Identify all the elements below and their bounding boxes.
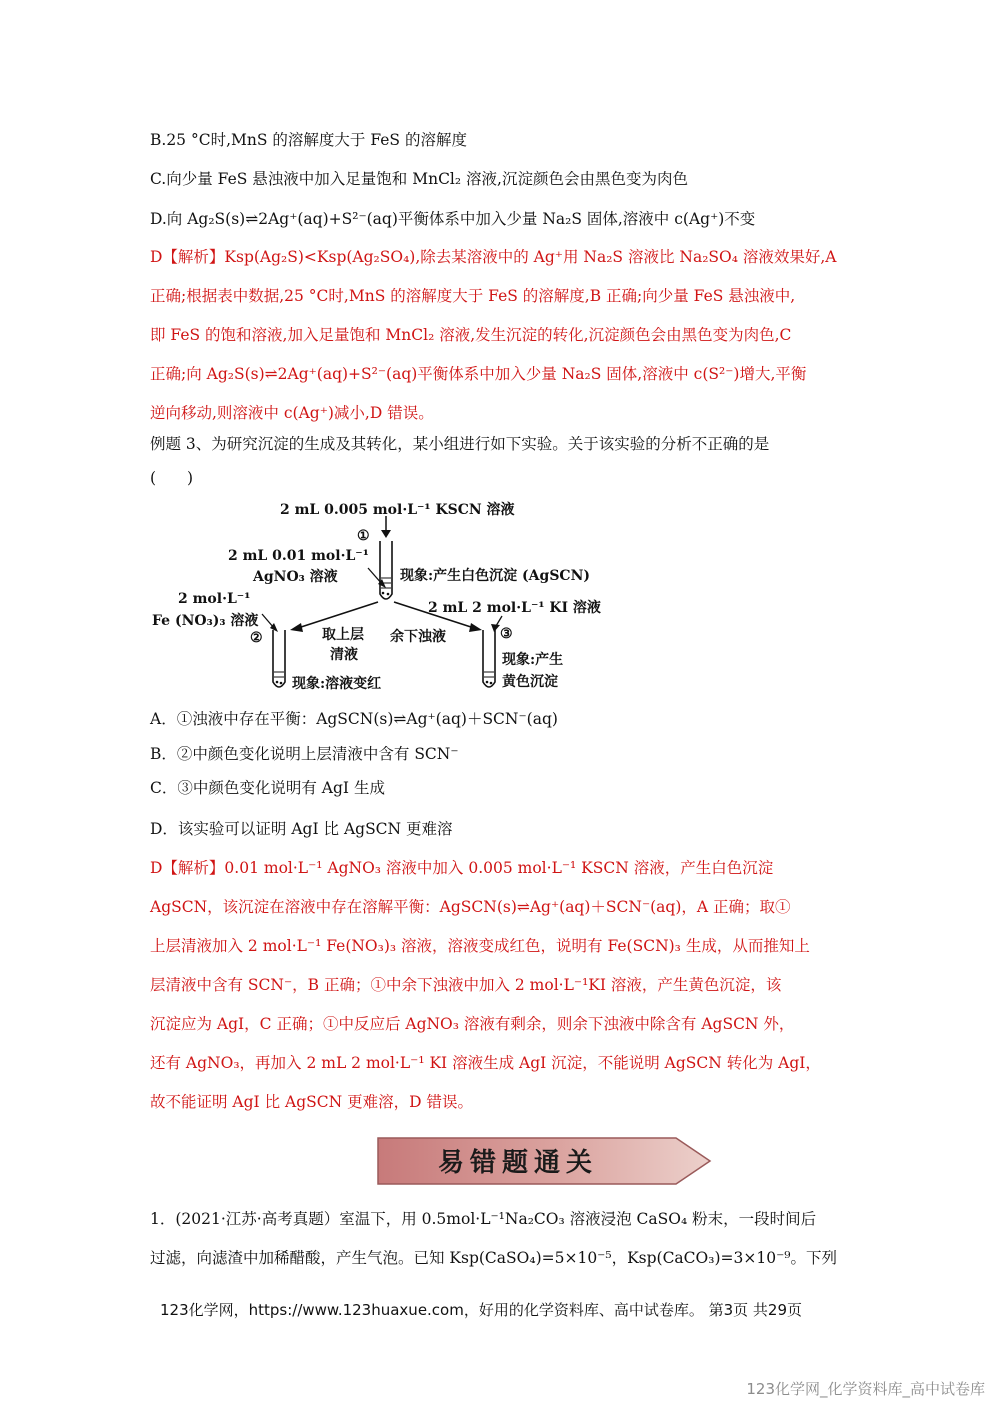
analysis-2-line: 层清液中含有 SCN⁻，B 正确；①中余下浊液中加入 2 mol·L⁻¹KI 溶液，产生黄色沉淀，该 <box>150 976 782 994</box>
experiment-diagram <box>150 496 620 696</box>
analysis-1-line: 逆向移动,则溶液中 c(Ag⁺)减小,D 错误。 <box>150 404 434 422</box>
analysis-1-line: 正确;向 Ag₂S(s)⇌2Ag⁺(aq)+S²⁻(aq)平衡体系中加入少量 Na₂S 固体,溶液中 c(S²⁻)增大,平衡 <box>150 365 807 383</box>
option-c: C．③中颜色变化说明有 AgI 生成 <box>150 779 385 797</box>
analysis-1-line: 正确;根据表中数据,25 °C时,MnS 的溶解度大于 FeS 的溶解度,B 正确;向少量 FeS 悬浊液中, <box>150 287 796 305</box>
feno3-label: Fe (NO₃)₃ 溶液 <box>152 613 259 629</box>
tube-3-number: ③ <box>500 626 513 642</box>
watermark: 123化学网_化学资料库_高中试卷库 <box>746 1380 985 1398</box>
ki-label: 2 mL 2 mol·L⁻¹ KI 溶液 <box>428 600 601 616</box>
test-tube-3 <box>483 630 495 687</box>
arrow-kscn <box>381 516 391 538</box>
option-b-text: B.25 °C时,MnS 的溶解度大于 FeS 的溶解度 <box>150 131 467 149</box>
test-tube-2 <box>273 630 285 687</box>
analysis-1-line: D【解析】Ksp(Ag₂S)<Ksp(Ag₂SO₄),除去某溶液中的 Ag⁺用 Na₂S 溶液比 Na₂SO₄ 溶液效果好,A <box>150 248 837 266</box>
agno3-label: AgNO₃ 溶液 <box>253 569 338 585</box>
phenomenon-2: 现象:溶液变红 <box>292 676 382 692</box>
phenomenon-3-line-1: 现象:产生 <box>502 652 564 668</box>
analysis-2-line: AgSCN，该沉淀在溶液中存在溶解平衡：AgSCN(s)⇌Ag⁺(aq)＋SCN⁻(aq)，A 正确；取① <box>150 898 791 916</box>
analysis-2-line: 故不能证明 AgI 比 AgSCN 更难溶，D 错误。 <box>150 1093 473 1111</box>
section-banner <box>376 1136 712 1186</box>
question-1-line-1: 1．(2021·江苏·高考真题）室温下，用 0.5mol·L⁻¹Na₂CO₃ 溶液浸泡 CaSO₄ 粉末，一段时间后 <box>150 1210 817 1228</box>
phenomenon-3-line-2: 黄色沉淀 <box>502 674 558 690</box>
analysis-2-line: D【解析】0.01 mol·L⁻¹ AgNO₃ 溶液中加入 0.005 mol·L⁻¹ KSCN 溶液，产生白色沉淀 <box>150 859 774 877</box>
option-c-text: C.向少量 FeS 悬浊液中加入足量饱和 MnCl₂ 溶液,沉淀颜色会由黑色变为肉色 <box>150 170 688 188</box>
question-1-line-2: 过滤，向滤渣中加稀醋酸，产生气泡。已知 Ksp(CaSO₄)=5×10⁻⁵，Ksp(CaCO₃)=3×10⁻⁹。下列 <box>150 1249 837 1267</box>
analysis-2-line: 还有 AgNO₃，再加入 2 mL 2 mol·L⁻¹ KI 溶液生成 AgI 沉淀，不能说明 AgSCN 转化为 AgI， <box>150 1054 821 1072</box>
remaining-suspension-label: 余下浊液 <box>390 629 446 645</box>
phenomenon-1: 现象:产生白色沉淀 (AgSCN) <box>400 568 590 584</box>
option-a: A．①浊液中存在平衡：AgSCN(s)⇌Ag⁺(aq)＋SCN⁻(aq) <box>150 710 558 728</box>
analysis-2-line: 沉淀应为 AgI，C 正确；①中反应后 AgNO₃ 溶液有剩余，则余下浊液中除含有 AgSCN 外， <box>150 1015 795 1033</box>
arrow-feno3 <box>262 614 278 632</box>
analysis-2-line: 上层清液加入 2 mol·L⁻¹ Fe(NO₃)₃ 溶液，溶液变成红色，说明有 Fe(SCN)₃ 生成，从而推知上 <box>150 937 810 955</box>
example-3-bracket: ( ) <box>150 469 194 487</box>
page-footer: 123化学网，https://www.123huaxue.com，好用的化学资料库、高中试卷库。 第3页 共29页 <box>160 1301 803 1319</box>
option-d-text: D.向 Ag₂S(s)⇌2Ag⁺(aq)+S²⁻(aq)平衡体系中加入少量 Na₂S 固体,溶液中 c(Ag⁺)不变 <box>150 210 756 228</box>
option-d: D．该实验可以证明 AgI 比 AgSCN 更难溶 <box>150 820 453 838</box>
test-tube-1 <box>380 541 392 599</box>
take-upper-label: 取上层 <box>322 627 364 643</box>
analysis-1-line: 即 FeS 的饱和溶液,加入足量饱和 MnCl₂ 溶液,发生沉淀的转化,沉淀颜色会由黑色变为肉色,C <box>150 326 792 344</box>
example-3-title: 例题 3、为研究沉淀的生成及其转化，某小组进行如下实验。关于该实验的分析不正确的是 <box>150 435 770 453</box>
tube-2-number: ② <box>250 630 263 646</box>
clear-liquid-label: 清液 <box>330 647 358 663</box>
option-b: B．②中颜色变化说明上层清液中含有 SCN⁻ <box>150 745 459 763</box>
banner-title: 易错题通关 <box>438 1148 599 1178</box>
feno3-conc-label: 2 mol·L⁻¹ <box>178 591 251 607</box>
kscn-label: 2 mL 0.005 mol·L⁻¹ KSCN 溶液 <box>280 502 515 518</box>
agno3-conc-label: 2 mL 0.01 mol·L⁻¹ <box>228 548 369 564</box>
tube-1-number: ① <box>357 528 370 544</box>
